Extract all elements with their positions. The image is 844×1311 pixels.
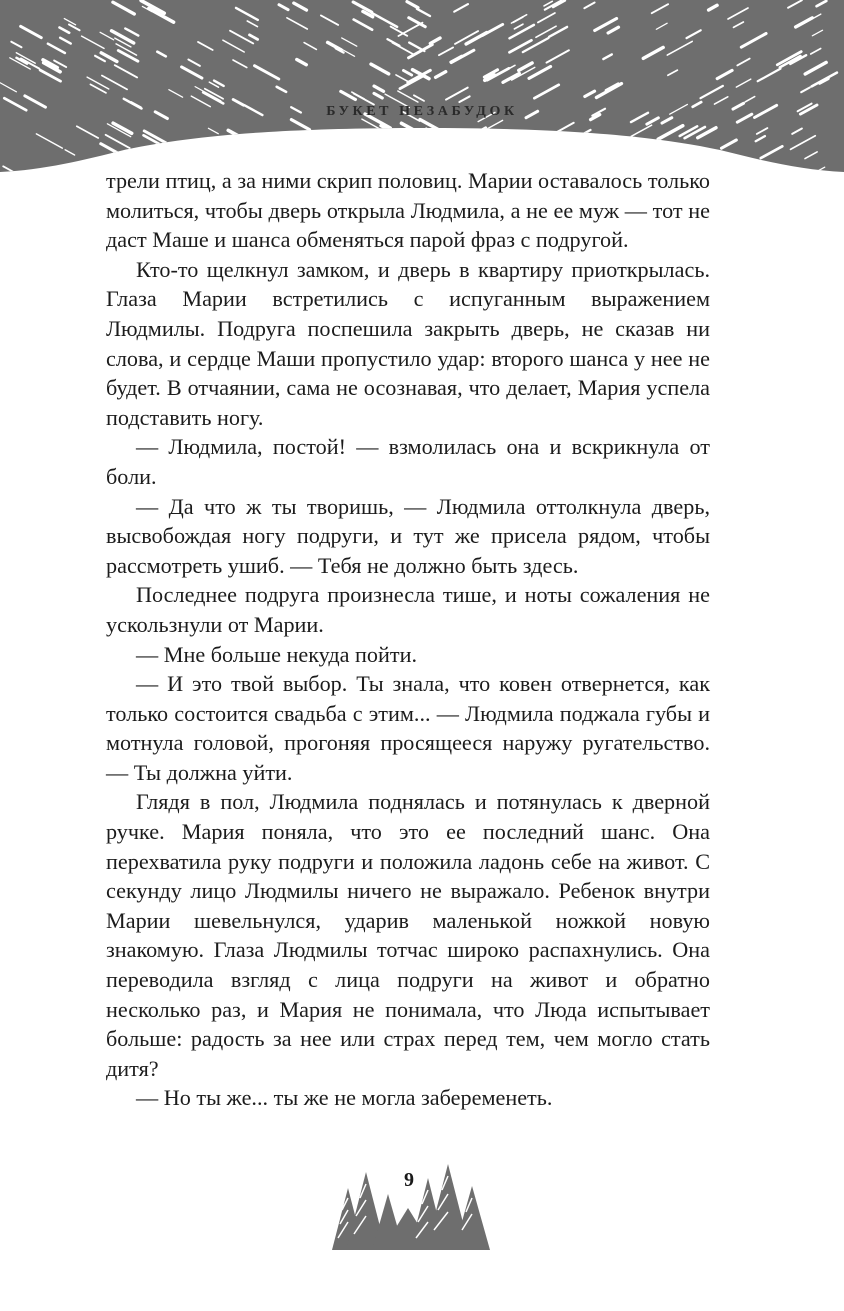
fir-branch-frame-icon xyxy=(0,0,844,175)
paragraph: трели птиц, а за ними скрип половиц. Марии оставалось только молиться, чтобы дверь открыла Людмила, а не ее муж — тот не даст Маше и шанса обменяться парой фраз с подругой. xyxy=(106,168,710,253)
page-number: 9 xyxy=(404,1169,414,1191)
dialogue-line: — Мне больше некуда пойти. xyxy=(136,641,418,667)
dialogue-line: — И это твой выбор. Ты знала, что ковен отвернется, как только состоится свадьба с этим... — Людмила поджала губы и мотнула головой, прогоняя просящееся наружу ругательство. — Ты должна уйти. xyxy=(106,671,710,785)
dialogue-line: — Да что ж ты творишь, — Людмила оттолкнула дверь, высвобождая ногу подруги, и тут же присела рядом, чтобы рассмотреть ушиб. — Тебя не должно быть здесь. xyxy=(106,493,710,578)
dialogue-line: — Людмила, постой! — взмолилась она и вскрикнула от боли. xyxy=(106,434,710,489)
dialogue-line: — Но ты же... ты же не могла забеременеть. xyxy=(136,1085,553,1111)
page-body xyxy=(106,166,710,1113)
running-title: БУКЕТ НЕЗАБУДОК xyxy=(326,104,518,119)
paragraph: Последнее подруга произнесла тише, и ноты сожаления не ускользнули от Марии. xyxy=(106,582,710,637)
paragraph: Кто-то щелкнул замком, и дверь в квартиру приоткрылась. Глаза Марии встретились с испуганным выражением Людмилы. Подруга поспешила закрыть дверь, не сказав ни слова, и сердце Маши пропустило удар: второго шанса у нее не будет. В отчаянии, сама не осознавая, что делает, Мария успела подставить ногу. xyxy=(106,256,710,430)
paragraph: Глядя в пол, Людмила поднялась и потянулась к дверной ручке. Мария поняла, что это ее последний шанс. Она перехватила руку подруги и положила ладонь себе на живот. С секунду лицо Людмилы ничего не выражало. Ребенок внутри Марии шевельнулся, ударив маленькой ножкой новую знакомую. Глаза Людмилы тотчас широко распахнулись. Она переводила взгляд с лица подруги на живот и обратно несколько раз, и Мария не понимала, что Люда испытывает больше: радость за нее или страх перед тем, чем могло стать дитя? xyxy=(106,789,710,1081)
